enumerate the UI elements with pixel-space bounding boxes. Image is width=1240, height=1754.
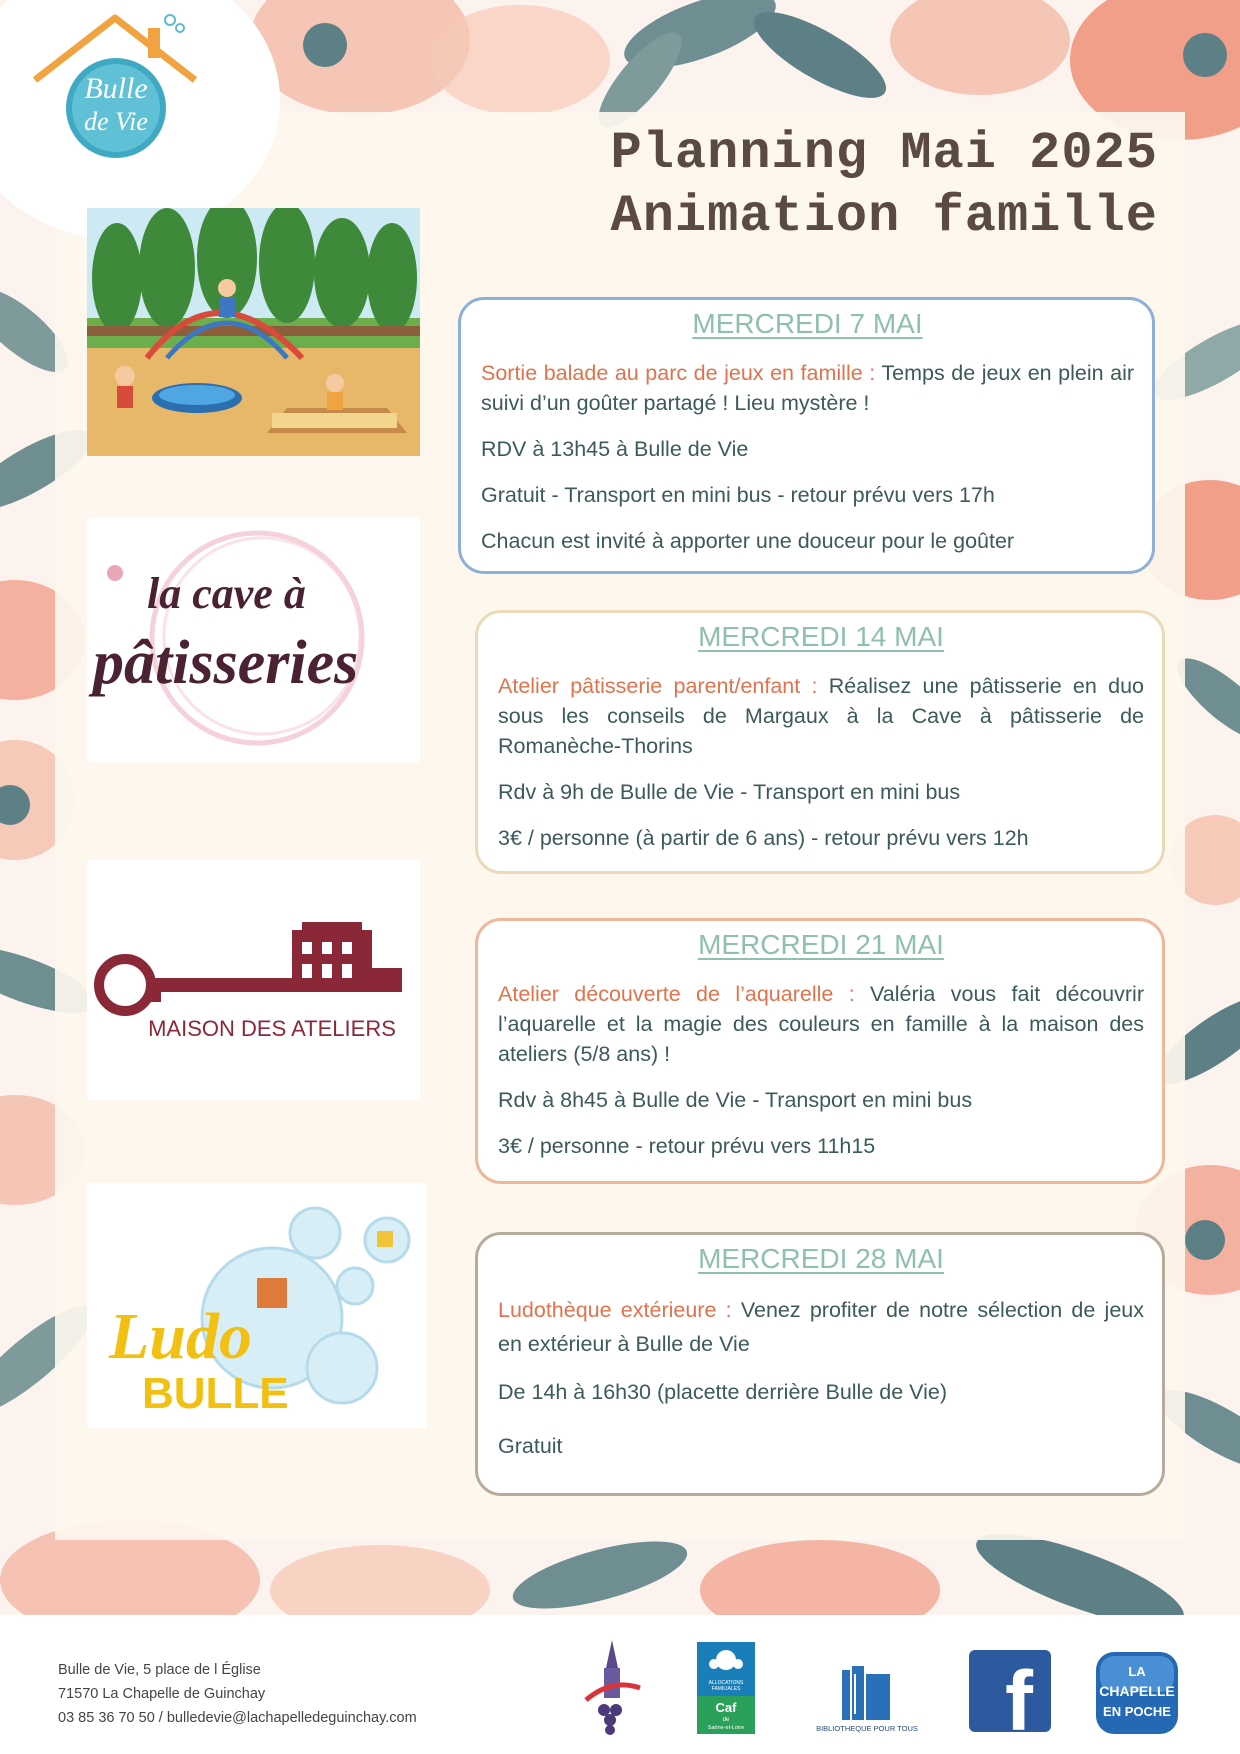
event-info: 3€ / personne (à partir de 6 ans) - retour prévu vers 12h [498, 826, 1029, 850]
playground-illustration [87, 208, 420, 456]
svg-text:la cave à: la cave à [147, 569, 306, 618]
event-description [498, 979, 1144, 1069]
svg-text:BIBLIOTHEQUE POUR TOUS: BIBLIOTHEQUE POUR TOUS [816, 1724, 918, 1733]
svg-text:Ludo: Ludo [109, 1300, 253, 1373]
ludo-bulle-icon [87, 1183, 427, 1428]
playground-icon [87, 208, 420, 456]
event-info: Gratuit [498, 1434, 563, 1458]
event-lead: Sortie balade au parc de jeux en famille : [481, 361, 876, 385]
title-line-2: Animation famille [610, 187, 1158, 246]
event-description [481, 358, 1134, 418]
title-line-1: Planning Mai 2025 [610, 124, 1158, 183]
event-card-28-mai [475, 1232, 1165, 1496]
key-house-icon [87, 860, 420, 1100]
event-card-21-mai [475, 918, 1165, 1184]
svg-text:Bulle: Bulle [84, 72, 148, 105]
svg-text:Saône-et-Loire: Saône-et-Loire [707, 1725, 745, 1731]
event-day: MERCREDI 14 MAI [698, 621, 944, 652]
caf-logo [697, 1642, 755, 1734]
address-line-2: 71570 La Chapelle de Guinchay [58, 1686, 266, 1702]
event-rdv: Rdv à 9h de Bulle de Vie - Transport en mini bus [498, 780, 961, 804]
app-icon [1094, 1650, 1180, 1736]
page-title [611, 122, 1159, 248]
svg-text:f: f [1005, 1654, 1033, 1732]
svg-text:CHAPELLE: CHAPELLE [1099, 1683, 1175, 1699]
event-info: Gratuit - Transport en mini bus - retour prévu vers 17h [481, 483, 995, 507]
ludo-bulle-logo [87, 1183, 427, 1428]
bibliotheque-logo [812, 1664, 922, 1734]
svg-text:MAISON DES ATELIERS: MAISON DES ATELIERS [148, 1016, 396, 1041]
footer-address [58, 1658, 417, 1730]
svg-text:FAMILIALES: FAMILIALES [711, 1686, 741, 1692]
event-extra: Chacun est invité à apporter une douceur pour le goûter [481, 529, 1015, 553]
event-description [498, 1293, 1144, 1361]
contact-line: 03 85 36 70 50 / bulledevie@lachapelledeguinchay.com [58, 1710, 417, 1726]
cave-patisseries-logo [87, 518, 420, 762]
event-lead: Ludothèque extérieure : [498, 1298, 732, 1322]
event-rdv: Rdv à 8h45 à Bulle de Vie - Transport en mini bus [498, 1088, 973, 1112]
church-grape-icon [582, 1638, 644, 1736]
event-lead: Atelier découverte de l’aquarelle : [498, 982, 855, 1006]
address-line-1: Bulle de Vie, 5 place de l Église [58, 1662, 261, 1678]
event-description [498, 671, 1144, 761]
facebook-icon [969, 1650, 1051, 1732]
event-rdv: De 14h à 16h30 (placette derrière Bulle de Vie) [498, 1380, 948, 1404]
event-day: MERCREDI 7 MAI [692, 308, 923, 339]
svg-text:Caf: Caf [715, 1700, 737, 1715]
commune-crest-logo [582, 1638, 644, 1736]
event-rdv: RDV à 13h45 à Bulle de Vie [481, 437, 749, 461]
caf-family-icon [697, 1642, 755, 1734]
event-desc: Réalisez une pâtisserie en duo sous les conseils de Margaux à la Cave à pâtisserie de Romanèche-Thorins [498, 674, 1144, 758]
event-desc: Venez profiter de notre sélection de jeux en extérieur à Bulle de Vie [498, 1298, 1144, 1356]
svg-text:BULLE: BULLE [142, 1369, 289, 1418]
house-logo-icon [30, 10, 205, 160]
svg-text:EN POCHE: EN POCHE [1103, 1704, 1171, 1719]
event-day: MERCREDI 21 MAI [698, 929, 944, 960]
event-card-7-mai [458, 297, 1155, 574]
cave-patisseries-icon [87, 518, 420, 762]
facebook-logo[interactable] [969, 1650, 1051, 1732]
svg-text:LA: LA [1128, 1664, 1146, 1679]
maison-des-ateliers-logo [87, 860, 420, 1100]
svg-text:de Vie: de Vie [84, 107, 148, 136]
svg-text:ALLOCATIONS: ALLOCATIONS [708, 1680, 744, 1686]
svg-text:pâtisseries: pâtisseries [93, 629, 359, 697]
bulle-de-vie-logo [30, 10, 205, 160]
event-card-14-mai [475, 610, 1165, 874]
event-day: MERCREDI 28 MAI [698, 1243, 944, 1274]
event-desc: Temps de jeux en plein air suivi d’un goûter partagé ! Lieu mystère ! [481, 361, 1135, 415]
event-info: 3€ / personne - retour prévu vers 11h15 [498, 1134, 876, 1158]
book-spines-icon [812, 1664, 922, 1734]
chapelle-en-poche-logo[interactable] [1094, 1650, 1180, 1736]
event-desc: Valéria vous fait découvrir l’aquarelle et la magie des couleurs en famille à la maison des ateliers (5/8 ans) ! [498, 982, 1144, 1066]
svg-text:de: de [722, 1717, 730, 1723]
event-lead: Atelier pâtisserie parent/enfant : [498, 674, 818, 698]
